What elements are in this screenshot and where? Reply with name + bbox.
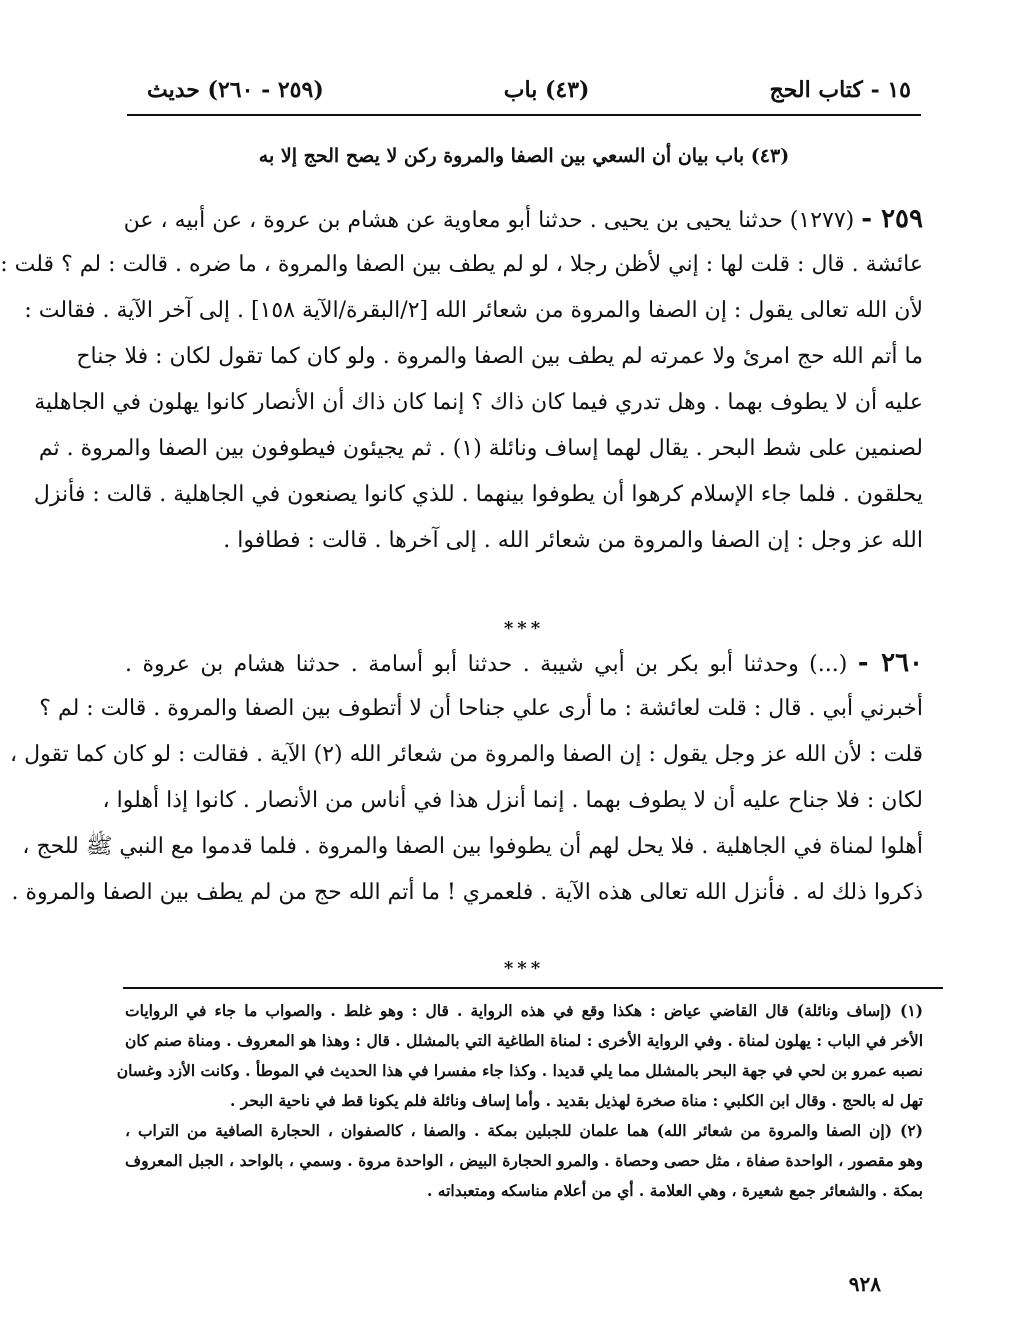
hadith-260-line-6: ذكروا ذلك له . فأنزل الله تعالى هذه الآية . فلعمري ! ما أتم الله حج من لم يطف بين الصفا والمروة . bbox=[11, 880, 923, 905]
hadith-259-text-1: (١٢٧٧) حدثنا يحيى بن يحيى . حدثنا أبو معاوية عن هشام بن عروة ، عن أبيه ، عن bbox=[123, 208, 855, 233]
hadith-259 bbox=[0, 196, 923, 564]
hadith-260-line-2: أخبرني أبي . قال : قلت لعائشة : ما أرى علي جناحا أن لا أتطوف بين الصفا والمروة . قالت : لم ؟ bbox=[39, 696, 923, 721]
footnote-line-4: تهل له بالحج . وقال ابن الكلبي : مناة صخرة لهذيل بقديد . وأما إساف ونائلة فلم يكونا قط في ناحية البحر . bbox=[230, 1091, 923, 1110]
header-book-title: ١٥ - كتاب الحج bbox=[769, 77, 911, 103]
hadith-259-line-2: عائشة . قال : قلت لها : إني لأظن رجلا ، لو لم يطف بين الصفا والمروة ، ما ضره . قالت : لم ؟ قلت : bbox=[0, 252, 923, 277]
running-header bbox=[147, 70, 911, 110]
footnote-line-7: بمكة . والشعائر جمع شعيرة ، وهي العلامة . أي من أعلام مناسكه ومتعبداته . bbox=[426, 1181, 923, 1200]
hadith-260-line-5: أهلوا لمناة في الجاهلية . فلا يحل لهم أن يطوفوا بين الصفا والمروة . فلما قدموا مع النبي ﷺ للحج ، bbox=[22, 834, 923, 859]
hadith-259-line-7: يحلقون . فلما جاء الإسلام كرهوا أن يطوفوا بينهما . للذي كانوا يصنعون في الجاهلية . قالت : فأنزل bbox=[33, 482, 923, 507]
hadith-259-number: ٢٥٩ - bbox=[861, 204, 923, 234]
section-separator-1: *** bbox=[503, 618, 545, 639]
footnote-line-3: نصبه عمرو بن لحي في جهة البحر بالمشلل مما يلي قديدا . وكذا جاء مفسرا في هذا الحديث في الموطأ . وكانت الأزد وغسان bbox=[116, 1061, 923, 1080]
hadith-259-line-4: ما أتم الله حج امرئ ولا عمرته لم يطف بين الصفا والمروة . ولو كان كما تقول لكان : فلا جناح bbox=[76, 344, 923, 369]
hadith-260-line-4: لكان : فلا جناح عليه أن لا يطوف بهما . إنما أنزل هذا في أناس من الأنصار . كانوا إذا أهلوا ، bbox=[102, 788, 923, 813]
hadith-260-text-1: (...) وحدثنا أبو بكر بن أبي شيبة . حدثنا أبو أسامة . حدثنا هشام بن عروة . bbox=[125, 652, 848, 677]
footnote-divider bbox=[123, 987, 943, 989]
footnote-line-2: الأخر في الباب : يهلون لمناة . وفي الرواية الأخرى : لمناة الطاغية التي بالمشلل . قال : وهذا هو المعروف . ومناة صنم كان bbox=[125, 1031, 923, 1050]
footnote-line-1: (١) (إساف ونائلة) قال القاضي عياض : هكذا وقع في هذه الرواية . قال : وهو غلط . والصواب ما جاء في الروايات bbox=[125, 1001, 923, 1020]
hadith-260-line-1 bbox=[125, 640, 923, 686]
hadith-259-line-1 bbox=[125, 196, 923, 242]
hadith-259-line-6: لصنمين على شط البحر . يقال لهما إساف ونائلة (١) . ثم يجيئون فيطوفون بين الصفا والمروة . ثم bbox=[38, 436, 923, 461]
page-number: ٩٢٨ bbox=[848, 1272, 881, 1296]
hadith-260-number: ٢٦٠ - bbox=[857, 648, 924, 678]
footnote-line-6: وهو مقصور ، الواحدة صفاة ، مثل حصى وحصاة . والمرو الحجارة البيض ، الواحدة مروة . وسمي ، بالواحد ، الجبل المعروف bbox=[125, 1151, 923, 1170]
header-chapter-number: (٤٣) باب bbox=[503, 77, 590, 103]
section-separator-2: *** bbox=[503, 958, 545, 979]
hadith-260 bbox=[10, 640, 924, 916]
footnotes bbox=[116, 996, 923, 1206]
hadith-260-line-3: قلت : لأن الله عز وجل يقول : إن الصفا والمروة من شعائر الله (٢) الآية . فقالت : لو كان كما تقول ، bbox=[10, 742, 923, 767]
hadith-259-line-5: عليه أن لا يطوف بهما . وهل تدري فيما كان ذاك ؟ إنما كان ذاك أن الأنصار كانوا يهلون في الجاهلية bbox=[34, 390, 923, 415]
chapter-title: (٤٣) باب بيان أن السعي بين الصفا والمروة ركن لا يصح الحج إلا به bbox=[258, 145, 790, 167]
header-divider bbox=[127, 114, 921, 116]
header-hadith-range: (٢٥٩ - ٢٦٠) حديث bbox=[147, 77, 324, 103]
footnote-line-5: (٢) (إن الصفا والمروة من شعائر الله) هما علمان للجبلين بمكة . والصفا ، كالصفوان ، الحجارة الصافية من التراب ، bbox=[125, 1121, 923, 1140]
hadith-259-line-8: الله عز وجل : إن الصفا والمروة من شعائر الله . إلى آخرها . قالت : فطافوا . bbox=[223, 528, 923, 553]
hadith-259-line-3: لأن الله تعالى يقول : إن الصفا والمروة من شعائر الله [٢/البقرة/الآية ١٥٨] . إلى آخر الآية . فقالت : bbox=[24, 298, 923, 323]
